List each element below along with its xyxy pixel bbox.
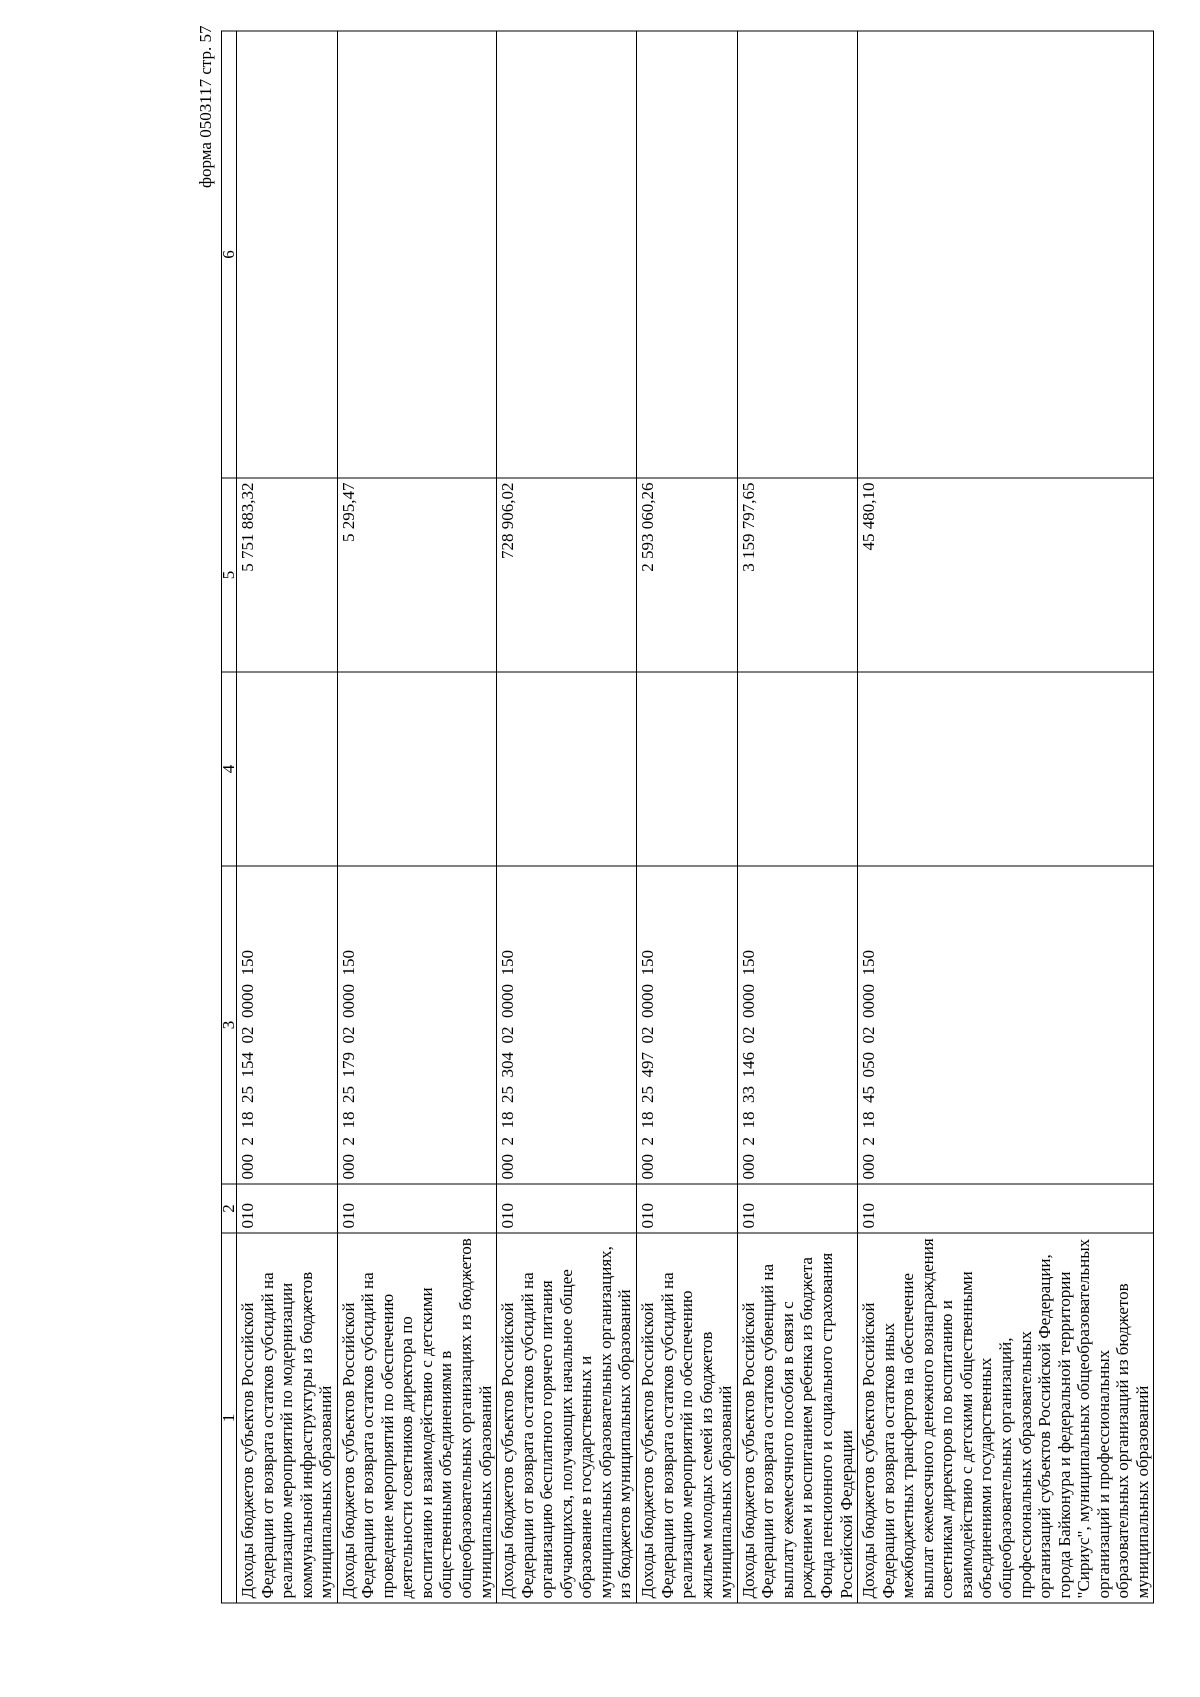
col4-value [337,672,496,866]
row-name: Доходы бюджетов субъектов Российской Федерации от возврата остатков субсидий на организацию бесплатного горячего питания обучающихся, получающих начальное общее образование в государственных и муниципальных образовательных организациях, из бюджетов муниципальных образований [497,1233,637,1603]
table-row [237,31,338,1603]
table-row [858,31,1154,1603]
row-name: Доходы бюджетов субъектов Российской Федерации от возврата остатков субсидий на реализацию мероприятий по модернизации коммунальной инфраструктуры из бюджетов муниципальных образований [237,1233,338,1603]
table-row [497,31,637,1603]
line-code: 010 [637,1184,738,1233]
column-number: 5 [222,478,237,672]
row-name: Доходы бюджетов субъектов Российской Федерации от возврата остатков субсидий на проведение мероприятий по обеспечению деятельности советников директора по воспитанию и взаимодействию с детскими общественными объединениями в общеобразовательных организациях из бюджетов муниципальных образований [337,1233,496,1603]
row-name: Доходы бюджетов субъектов Российской Федерации от возврата остатков иных межбюджетных трансфертов на обеспечение выплат ежемесячного денежного вознаграждения советникам директоров по воспитанию и взаимодействию с детскими общественными объединениями государственных общеобразовательных организаций, профессиональных образовательных организаций субъектов Российской Федерации, города Байконура и федеральной территории "Сириус", муниципальных общеобразовательных организаций и профессиональных образовательных организаций из бюджетов муниципальных образований [858,1233,1154,1603]
col6-value [337,31,496,478]
row-name: Доходы бюджетов субъектов Российской Федерации от возврата остатков субсидий на реализацию мероприятий по обеспечению жильем молодых семей из бюджетов муниципальных образований [637,1233,738,1603]
income-table [221,31,1154,1604]
col6-value [237,31,338,478]
line-code: 010 [337,1184,496,1233]
col4-value [497,672,637,866]
column-number: 1 [222,1233,237,1603]
amount-value: 5 751 883,32 [237,478,338,672]
amount-value: 2 593 060,26 [637,478,738,672]
column-number: 2 [222,1184,237,1233]
col4-value [237,672,338,866]
column-number: 6 [222,31,237,478]
col4-value [637,672,738,866]
col6-value [497,31,637,478]
income-code: 000 2 18 25 304 02 0000 150 [497,866,637,1184]
col6-value [637,31,738,478]
income-code: 000 2 18 25 179 02 0000 150 [337,866,496,1184]
income-code: 000 2 18 25 154 02 0000 150 [237,866,338,1184]
amount-value: 5 295,47 [337,478,496,672]
form-page-label: форма 0503117 стр. 57 [196,25,215,188]
line-code: 010 [497,1184,637,1233]
line-code: 010 [237,1184,338,1233]
row-name: Доходы бюджетов субъектов Российской Федерации от возврата остатков субвенций на выплату ежемесячного пособия в связи с рождением и воспитанием ребенка из бюджета Фонда пенсионного и социального страхования Российской Федерации [737,1233,857,1603]
amount-value: 728 906,02 [497,478,637,672]
col4-value [737,672,857,866]
column-number: 4 [222,672,237,866]
amount-value: 45 480,10 [858,478,1154,672]
col6-value [858,31,1154,478]
column-number: 3 [222,866,237,1184]
amount-value: 3 159 797,65 [737,478,857,672]
income-code: 000 2 18 45 050 02 0000 150 [858,866,1154,1184]
table-row [737,31,857,1603]
line-code: 010 [858,1184,1154,1233]
income-code: 000 2 18 25 497 02 0000 150 [637,866,738,1184]
income-code: 000 2 18 33 146 02 0000 150 [737,866,857,1184]
table-row [337,31,496,1603]
line-code: 010 [737,1184,857,1233]
rotated-page [140,25,1152,1671]
table-row [637,31,738,1603]
col4-value [858,672,1154,866]
col6-value [737,31,857,478]
column-number-row [222,31,237,1603]
